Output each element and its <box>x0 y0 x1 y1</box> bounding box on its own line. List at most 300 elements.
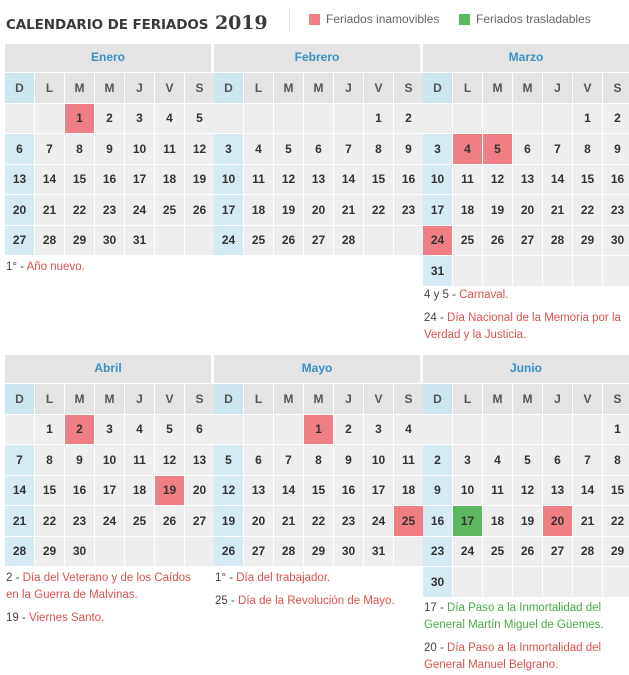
day-cell: 18 <box>394 476 423 506</box>
day-cell: 5 <box>185 104 214 134</box>
weekday-header: J <box>125 73 154 103</box>
day-cell: 20 <box>5 195 34 225</box>
weekday-header: M <box>304 73 333 103</box>
holiday-note-date: 24 <box>424 312 437 324</box>
day-cell: 3 <box>453 445 482 475</box>
month-grid <box>214 384 420 566</box>
weekday-header: M <box>483 73 512 103</box>
day-cell: 2 <box>95 104 124 134</box>
day-cell: 30 <box>65 537 94 567</box>
holiday-note-date: 2 <box>6 572 13 584</box>
weekday-header: S <box>185 73 214 103</box>
day-cell: 10 <box>95 445 124 475</box>
day-cell: 14 <box>543 165 572 195</box>
empty-cell <box>483 104 512 134</box>
weekday-header: M <box>274 384 303 414</box>
holiday-day-cell: 2 <box>65 415 94 445</box>
empty-cell <box>155 226 184 256</box>
day-cell: 26 <box>185 195 214 225</box>
weekday-header: M <box>513 384 542 414</box>
day-cell: 12 <box>185 134 214 164</box>
empty-cell <box>155 537 184 567</box>
day-cell: 1 <box>603 415 629 445</box>
title-year: 2019 <box>214 12 268 34</box>
day-cell: 19 <box>214 506 243 536</box>
day-cell: 19 <box>185 165 214 195</box>
day-cell: 24 <box>453 537 482 567</box>
day-cell: 30 <box>423 567 452 597</box>
holiday-note-text: Día del trabajador. <box>236 572 331 584</box>
day-cell: 29 <box>35 537 64 567</box>
day-cell: 21 <box>573 506 602 536</box>
day-cell: 22 <box>603 506 629 536</box>
holiday-day-cell: 20 <box>543 506 572 536</box>
empty-cell <box>453 415 482 445</box>
day-cell: 31 <box>423 256 452 286</box>
day-cell: 18 <box>483 506 512 536</box>
weekday-header: L <box>35 73 64 103</box>
day-cell: 4 <box>244 134 273 164</box>
day-cell: 7 <box>543 134 572 164</box>
holiday-note <box>424 287 628 304</box>
holiday-note-text: Día de la Revolución de Mayo. <box>238 595 395 607</box>
holiday-day-cell: 1 <box>304 415 333 445</box>
holiday-note-date: 20 <box>424 642 437 654</box>
day-cell: 2 <box>423 445 452 475</box>
empty-cell <box>244 104 273 134</box>
day-cell: 30 <box>334 537 363 567</box>
day-cell: 10 <box>453 476 482 506</box>
day-cell: 11 <box>155 134 184 164</box>
holiday-note-text: Viernes Santo. <box>29 612 105 624</box>
holiday-note-date: 17 <box>424 602 437 614</box>
day-cell: 13 <box>185 445 214 475</box>
weekday-header: J <box>543 73 572 103</box>
day-cell: 25 <box>453 226 482 256</box>
holiday-note-separator: - <box>436 602 448 614</box>
day-cell: 29 <box>603 537 629 567</box>
day-cell: 21 <box>543 195 572 225</box>
day-cell: 20 <box>185 476 214 506</box>
day-cell: 30 <box>603 226 629 256</box>
weekday-header: M <box>304 384 333 414</box>
weekday-header: M <box>65 73 94 103</box>
weekday-header: M <box>513 73 542 103</box>
empty-cell <box>483 256 512 286</box>
holiday-note <box>6 610 206 627</box>
empty-cell <box>513 567 542 597</box>
month-name: Abril <box>5 355 211 383</box>
empty-cell <box>543 415 572 445</box>
day-cell: 16 <box>394 165 423 195</box>
legend-fixed <box>309 12 439 26</box>
weekday-header: J <box>543 384 572 414</box>
day-cell: 1 <box>364 104 393 134</box>
day-cell: 8 <box>65 134 94 164</box>
empty-cell <box>125 537 154 567</box>
weekday-header: M <box>274 73 303 103</box>
day-cell: 16 <box>65 476 94 506</box>
weekday-header: J <box>125 384 154 414</box>
weekday-header: M <box>95 384 124 414</box>
weekday-header: V <box>364 384 393 414</box>
day-cell: 27 <box>185 506 214 536</box>
day-cell: 17 <box>423 195 452 225</box>
day-cell: 27 <box>304 226 333 256</box>
holiday-note-text: Día Paso a la Inmortalidad del General Manuel Belgrano. <box>424 642 602 671</box>
holiday-note-separator: - <box>17 261 27 273</box>
holiday-day-cell: 19 <box>155 476 184 506</box>
holiday-note-separator: - <box>226 572 237 584</box>
holiday-notes <box>215 570 415 616</box>
weekday-header: L <box>244 73 273 103</box>
weekday-header: V <box>573 73 602 103</box>
day-cell: 4 <box>394 415 423 445</box>
holiday-note-date: 4 y 5 <box>424 289 449 301</box>
month-grid <box>5 73 211 255</box>
weekday-header: M <box>483 384 512 414</box>
empty-cell <box>513 256 542 286</box>
day-cell: 12 <box>483 165 512 195</box>
empty-cell <box>244 415 273 445</box>
month-name: Mayo <box>214 355 420 383</box>
day-cell: 22 <box>573 195 602 225</box>
holiday-note <box>6 259 206 276</box>
holiday-note-text: Año nuevo. <box>26 261 85 273</box>
day-cell: 22 <box>65 195 94 225</box>
day-cell: 18 <box>244 195 273 225</box>
day-cell: 9 <box>334 445 363 475</box>
weekday-header: D <box>214 384 243 414</box>
day-cell: 24 <box>364 506 393 536</box>
day-cell: 24 <box>125 195 154 225</box>
day-cell: 9 <box>603 134 629 164</box>
day-cell: 23 <box>95 195 124 225</box>
day-cell: 11 <box>125 445 154 475</box>
day-cell: 20 <box>304 195 333 225</box>
day-cell: 21 <box>334 195 363 225</box>
day-cell: 7 <box>5 445 34 475</box>
day-cell: 8 <box>603 445 629 475</box>
day-cell: 26 <box>214 537 243 567</box>
day-cell: 6 <box>513 134 542 164</box>
month-junio <box>423 355 629 597</box>
day-cell: 30 <box>95 226 124 256</box>
day-cell: 5 <box>274 134 303 164</box>
month-name: Junio <box>423 355 629 383</box>
day-cell: 14 <box>35 165 64 195</box>
empty-cell <box>423 104 452 134</box>
day-cell: 3 <box>364 415 393 445</box>
day-cell: 1 <box>573 104 602 134</box>
empty-cell <box>603 256 629 286</box>
holiday-notes <box>6 570 206 633</box>
weekday-header: D <box>214 73 243 103</box>
weekday-header: J <box>334 384 363 414</box>
day-cell: 18 <box>155 165 184 195</box>
empty-cell <box>543 104 572 134</box>
day-cell: 6 <box>244 445 273 475</box>
empty-cell <box>214 415 243 445</box>
holiday-day-cell: 4 <box>453 134 482 164</box>
empty-cell <box>394 537 423 567</box>
day-cell: 27 <box>543 537 572 567</box>
day-cell: 10 <box>364 445 393 475</box>
weekday-header: V <box>155 73 184 103</box>
empty-cell <box>543 256 572 286</box>
weekday-header: V <box>364 73 393 103</box>
day-cell: 11 <box>453 165 482 195</box>
day-cell: 12 <box>214 476 243 506</box>
day-cell: 2 <box>334 415 363 445</box>
holiday-notes <box>424 600 628 675</box>
day-cell: 3 <box>423 134 452 164</box>
day-cell: 10 <box>214 165 243 195</box>
empty-cell <box>274 415 303 445</box>
day-cell: 26 <box>155 506 184 536</box>
day-cell: 15 <box>364 165 393 195</box>
day-cell: 13 <box>244 476 273 506</box>
weekday-header: V <box>573 384 602 414</box>
day-cell: 24 <box>95 506 124 536</box>
day-cell: 11 <box>394 445 423 475</box>
day-cell: 23 <box>334 506 363 536</box>
day-cell: 23 <box>65 506 94 536</box>
holiday-day-cell: 24 <box>423 226 452 256</box>
day-cell: 5 <box>513 445 542 475</box>
empty-cell <box>453 567 482 597</box>
weekday-header: L <box>453 384 482 414</box>
weekday-header: M <box>95 73 124 103</box>
day-cell: 22 <box>35 506 64 536</box>
month-mayo <box>214 355 420 566</box>
empty-cell <box>214 104 243 134</box>
holiday-day-cell: 5 <box>483 134 512 164</box>
day-cell: 9 <box>423 476 452 506</box>
holiday-note <box>424 640 628 674</box>
day-cell: 29 <box>65 226 94 256</box>
empty-cell <box>513 104 542 134</box>
day-cell: 12 <box>274 165 303 195</box>
day-cell: 16 <box>603 165 629 195</box>
holiday-note <box>215 593 415 610</box>
holiday-day-cell: 25 <box>394 506 423 536</box>
day-cell: 14 <box>334 165 363 195</box>
empty-cell <box>483 415 512 445</box>
day-cell: 3 <box>95 415 124 445</box>
holiday-note-separator: - <box>448 289 460 301</box>
day-cell: 21 <box>5 506 34 536</box>
day-cell: 21 <box>35 195 64 225</box>
day-cell: 23 <box>423 537 452 567</box>
day-cell: 4 <box>483 445 512 475</box>
day-cell: 20 <box>244 506 273 536</box>
empty-cell <box>5 104 34 134</box>
empty-cell <box>304 104 333 134</box>
day-cell: 28 <box>5 537 34 567</box>
empty-cell <box>185 537 214 567</box>
day-cell: 26 <box>483 226 512 256</box>
weekday-header: S <box>603 384 629 414</box>
day-cell: 16 <box>95 165 124 195</box>
day-cell: 15 <box>573 165 602 195</box>
legend-green-swatch-icon <box>459 14 470 25</box>
day-cell: 28 <box>35 226 64 256</box>
weekday-header: S <box>394 384 423 414</box>
weekday-header: M <box>65 384 94 414</box>
day-cell: 15 <box>65 165 94 195</box>
day-cell: 8 <box>35 445 64 475</box>
holiday-note-separator: - <box>18 612 30 624</box>
month-abril <box>5 355 211 566</box>
empty-cell <box>274 104 303 134</box>
weekday-header: S <box>603 73 629 103</box>
month-marzo <box>423 44 629 286</box>
day-cell: 17 <box>95 476 124 506</box>
holiday-note-date: 19 <box>6 612 19 624</box>
holiday-note-date: 25 <box>215 595 228 607</box>
day-cell: 23 <box>603 195 629 225</box>
weekday-header: L <box>35 384 64 414</box>
day-cell: 27 <box>5 226 34 256</box>
day-cell: 12 <box>155 445 184 475</box>
holiday-notes <box>6 259 206 282</box>
holiday-day-cell: 1 <box>65 104 94 134</box>
day-cell: 28 <box>334 226 363 256</box>
day-cell: 9 <box>394 134 423 164</box>
day-cell: 26 <box>513 537 542 567</box>
day-cell: 29 <box>304 537 333 567</box>
holiday-note-date: 1° <box>215 572 226 584</box>
weekday-header: D <box>423 73 452 103</box>
day-cell: 14 <box>5 476 34 506</box>
day-cell: 25 <box>244 226 273 256</box>
holiday-note-text: Día del Veterano y de los Caídos en la Guerra de Malvinas. <box>6 572 191 601</box>
day-cell: 6 <box>304 134 333 164</box>
day-cell: 3 <box>125 104 154 134</box>
day-cell: 16 <box>334 476 363 506</box>
weekday-header: V <box>155 384 184 414</box>
day-cell: 8 <box>304 445 333 475</box>
day-cell: 11 <box>483 476 512 506</box>
holiday-day-cell: 17 <box>453 506 482 536</box>
month-grid <box>214 73 420 255</box>
legend-movable-label: Feriados trasladables <box>476 12 591 26</box>
day-cell: 13 <box>304 165 333 195</box>
weekday-header: D <box>5 384 34 414</box>
month-grid <box>423 384 629 597</box>
day-cell: 19 <box>274 195 303 225</box>
day-cell: 17 <box>364 476 393 506</box>
day-cell: 28 <box>274 537 303 567</box>
month-enero <box>5 44 211 255</box>
day-cell: 7 <box>35 134 64 164</box>
day-cell: 1 <box>35 415 64 445</box>
day-cell: 2 <box>603 104 629 134</box>
day-cell: 11 <box>244 165 273 195</box>
empty-cell <box>573 256 602 286</box>
holiday-note-separator: - <box>12 572 23 584</box>
legend-fixed-label: Feriados inamovibles <box>326 12 440 26</box>
empty-cell <box>513 415 542 445</box>
holiday-notes <box>424 287 628 350</box>
day-cell: 10 <box>125 134 154 164</box>
day-cell: 28 <box>573 537 602 567</box>
day-cell: 3 <box>214 134 243 164</box>
empty-cell <box>603 567 629 597</box>
day-cell: 15 <box>603 476 629 506</box>
calendar-header <box>0 0 629 40</box>
day-cell: 15 <box>35 476 64 506</box>
empty-cell <box>334 104 363 134</box>
day-cell: 18 <box>453 195 482 225</box>
day-cell: 7 <box>274 445 303 475</box>
day-cell: 8 <box>364 134 393 164</box>
empty-cell <box>453 104 482 134</box>
weekday-header: S <box>185 384 214 414</box>
empty-cell <box>483 567 512 597</box>
month-name: Enero <box>5 44 211 72</box>
day-cell: 4 <box>125 415 154 445</box>
empty-cell <box>423 415 452 445</box>
day-cell: 31 <box>125 226 154 256</box>
day-cell: 14 <box>573 476 602 506</box>
day-cell: 19 <box>513 506 542 536</box>
month-name: Marzo <box>423 44 629 72</box>
day-cell: 13 <box>543 476 572 506</box>
day-cell: 28 <box>543 226 572 256</box>
holiday-note <box>6 570 206 604</box>
month-febrero <box>214 44 420 255</box>
legend-movable <box>459 12 591 26</box>
day-cell: 26 <box>274 226 303 256</box>
empty-cell <box>453 256 482 286</box>
legend-red-swatch-icon <box>309 14 320 25</box>
day-cell: 25 <box>125 506 154 536</box>
day-cell: 16 <box>423 506 452 536</box>
month-name: Febrero <box>214 44 420 72</box>
empty-cell <box>95 537 124 567</box>
day-cell: 12 <box>513 476 542 506</box>
day-cell: 24 <box>214 226 243 256</box>
day-cell: 6 <box>5 134 34 164</box>
holiday-note <box>424 600 628 634</box>
day-cell: 25 <box>155 195 184 225</box>
weekday-header: L <box>453 73 482 103</box>
weekday-header: D <box>423 384 452 414</box>
day-cell: 25 <box>483 537 512 567</box>
day-cell: 6 <box>185 415 214 445</box>
day-cell: 2 <box>394 104 423 134</box>
day-cell: 13 <box>513 165 542 195</box>
day-cell: 9 <box>65 445 94 475</box>
day-cell: 22 <box>364 195 393 225</box>
empty-cell <box>543 567 572 597</box>
empty-cell <box>35 104 64 134</box>
holiday-note-separator: - <box>227 595 239 607</box>
day-cell: 13 <box>5 165 34 195</box>
month-grid <box>5 384 211 566</box>
day-cell: 5 <box>155 415 184 445</box>
empty-cell <box>573 415 602 445</box>
day-cell: 5 <box>214 445 243 475</box>
day-cell: 17 <box>125 165 154 195</box>
day-cell: 29 <box>573 226 602 256</box>
empty-cell <box>573 567 602 597</box>
day-cell: 15 <box>304 476 333 506</box>
day-cell: 10 <box>423 165 452 195</box>
weekday-header: L <box>244 384 273 414</box>
